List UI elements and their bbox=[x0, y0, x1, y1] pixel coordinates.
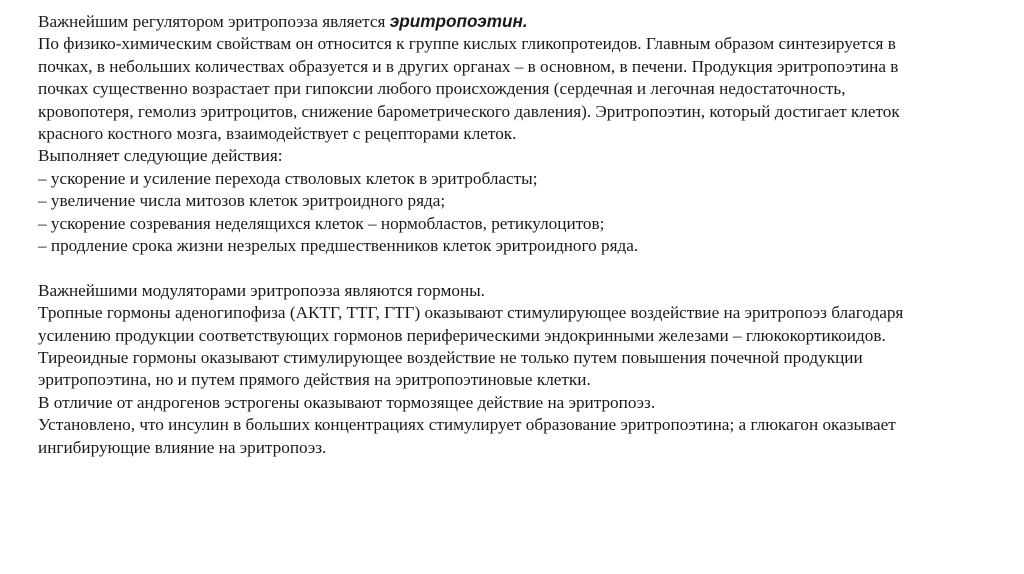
slide-text bbox=[38, 10, 1018, 459]
list-item: – увеличение числа митозов клеток эритроидного ряда; bbox=[38, 191, 446, 211]
text-line: В отличие от андрогенов эстрогены оказывают тормозящее действие на эритропоэз. bbox=[38, 392, 656, 412]
text-line: усилению продукции соответствующих гормонов периферическими эндокринными железами – глюкокортикоидов. bbox=[38, 325, 886, 345]
text-line: кровопотеря, гемолиз эритроцитов, снижение барометрического давления). Эритропоэтин, который достигает клеток bbox=[38, 101, 900, 121]
text-line: почках, в небольших количествах образуется и в других органах – в основном, в печени. Продукция эритропоэтина в bbox=[38, 56, 899, 76]
paragraph-gap bbox=[38, 257, 1018, 279]
list-item: – ускорение и усиление перехода стволовых клеток в эритробласты; bbox=[38, 168, 538, 188]
paragraph-1-heading bbox=[38, 10, 1018, 33]
text-line: Выполняет следующие действия: bbox=[38, 146, 283, 166]
text-line: ингибирующие влияние на эритропоэз. bbox=[38, 437, 327, 457]
text-line: эритропоэтина, но и путем прямого действия на эритропоэтиновые клетки. bbox=[38, 370, 591, 390]
list-item: – ускорение созревания неделящихся клеток – нормобластов, ретикулоцитов; bbox=[38, 213, 605, 233]
text-line: По физико-химическим свойствам он относится к группе кислых гликопротеидов. Главным образом синтезируется в bbox=[38, 34, 896, 54]
text-line: почках существенно возрастает при гипоксии любого происхождения (сердечная и легочная недостаточность, bbox=[38, 79, 846, 99]
heading-term: эритропоэтин. bbox=[389, 11, 528, 31]
text-line: красного костного мозга, взаимодействует с рецепторами клеток. bbox=[38, 124, 517, 144]
heading-intro: Важнейшим регулятором эритропоэза является bbox=[38, 12, 390, 31]
text-line: Установлено, что инсулин в больших концентрациях стимулирует образование эритропоэтина; а глюкагон оказывает bbox=[38, 415, 896, 435]
list-item: – продление срока жизни незрелых предшественников клеток эритроидного ряда. bbox=[38, 236, 639, 256]
text-line: Тропные гормоны аденогипофиза (АКТГ, ТТГ, ГТГ) оказывают стимулирующее воздействие на эритропоэз благодаря bbox=[38, 303, 904, 323]
text-line: Важнейшими модуляторами эритропоэза являются гормоны. bbox=[38, 280, 485, 300]
text-line: Тиреоидные гормоны оказывают стимулирующее воздействие не только путем повышения почечной продукции bbox=[38, 348, 863, 368]
